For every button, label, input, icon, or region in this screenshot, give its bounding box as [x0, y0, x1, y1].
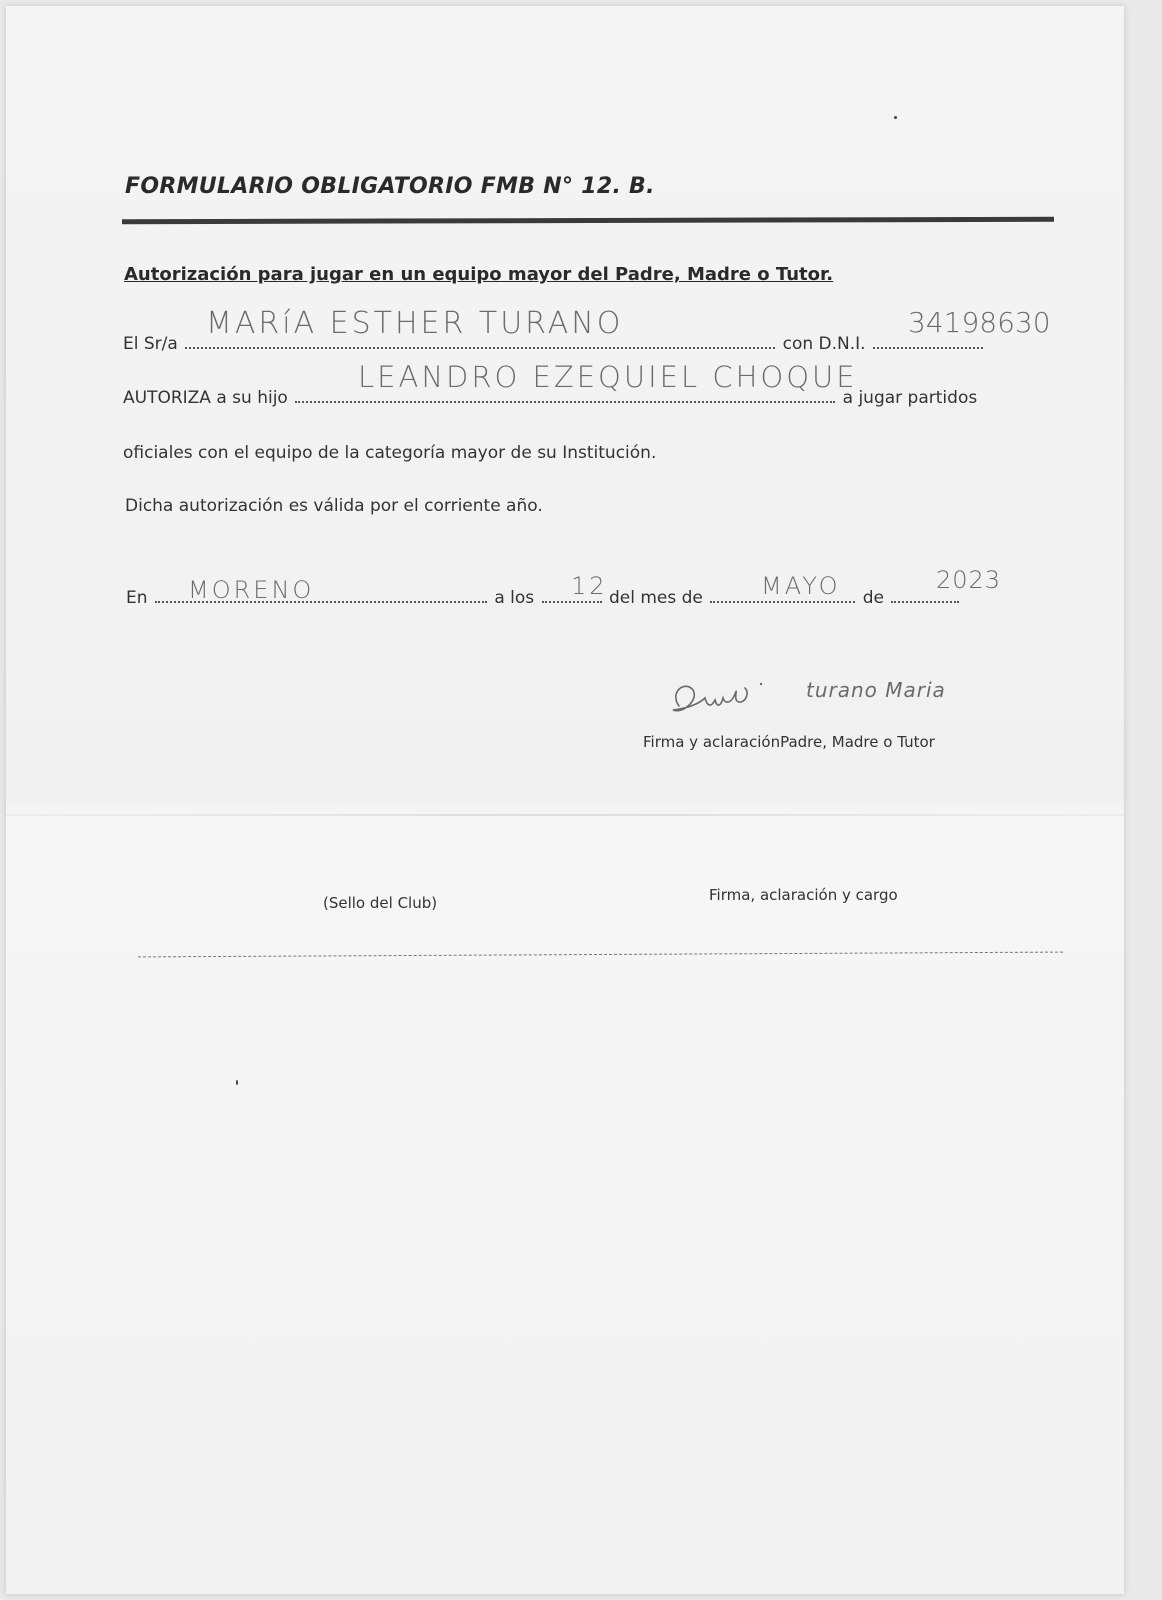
signature-handwritten-name: turano Maria: [806, 678, 946, 702]
sr-handwritten-value: MARíA ESTHER TURANO: [206, 306, 624, 341]
alos-label: a los: [494, 588, 535, 608]
document-page: [6, 6, 1124, 1594]
paper-speck: [236, 1080, 238, 1085]
signature-caption: Firma y aclaraciónPadre, Madre o Tutor: [643, 733, 935, 751]
en-label: En: [126, 588, 148, 608]
dni-handwritten-value: 34198630: [908, 306, 1051, 339]
month-dotted-blank: [710, 601, 855, 603]
month-handwritten-value: MAYO: [761, 572, 841, 600]
jugar-label: a jugar partidos: [842, 388, 978, 408]
sr-dotted-blank: [185, 347, 775, 349]
day-handwritten-value: 12: [571, 572, 608, 600]
form-title: FORMULARIO OBLIGATORIO FMB N° 12. B.: [125, 174, 655, 199]
hijo-handwritten-value: LEANDRO EZEQUIEL CHOQUE: [358, 360, 858, 394]
hijo-dotted-blank: [295, 401, 835, 403]
year-dotted-blank: [891, 601, 959, 603]
oficiales-text: oficiales con el equipo de la categoría mayor de su Institución.: [123, 443, 657, 463]
autoriza-label: AUTORIZA a su hijo: [123, 388, 288, 408]
paper-speck: [894, 116, 897, 119]
day-dotted-blank: [542, 601, 602, 603]
dashed-separator: [138, 952, 1063, 958]
dni-dotted-blank: [873, 347, 983, 349]
sr-label: El Sr/a: [123, 334, 178, 354]
year-handwritten-value: 2023: [936, 566, 1002, 594]
title-rule: [122, 217, 1054, 224]
validez-text: Dicha autorización es válida por el corriente año.: [125, 496, 543, 516]
sello-label: (Sello del Club): [323, 894, 438, 912]
place-handwritten-value: MORENO: [188, 576, 315, 604]
form-subtitle: Autorización para jugar en un equipo mayor del Padre, Madre o Tutor.: [124, 264, 834, 285]
de-label: de: [862, 588, 884, 608]
paper-fold: [6, 814, 1124, 816]
mes-label: del mes de: [608, 588, 703, 608]
dni-label: con D.N.I.: [782, 334, 866, 354]
firma-cargo-label: Firma, aclaración y cargo: [709, 886, 898, 904]
